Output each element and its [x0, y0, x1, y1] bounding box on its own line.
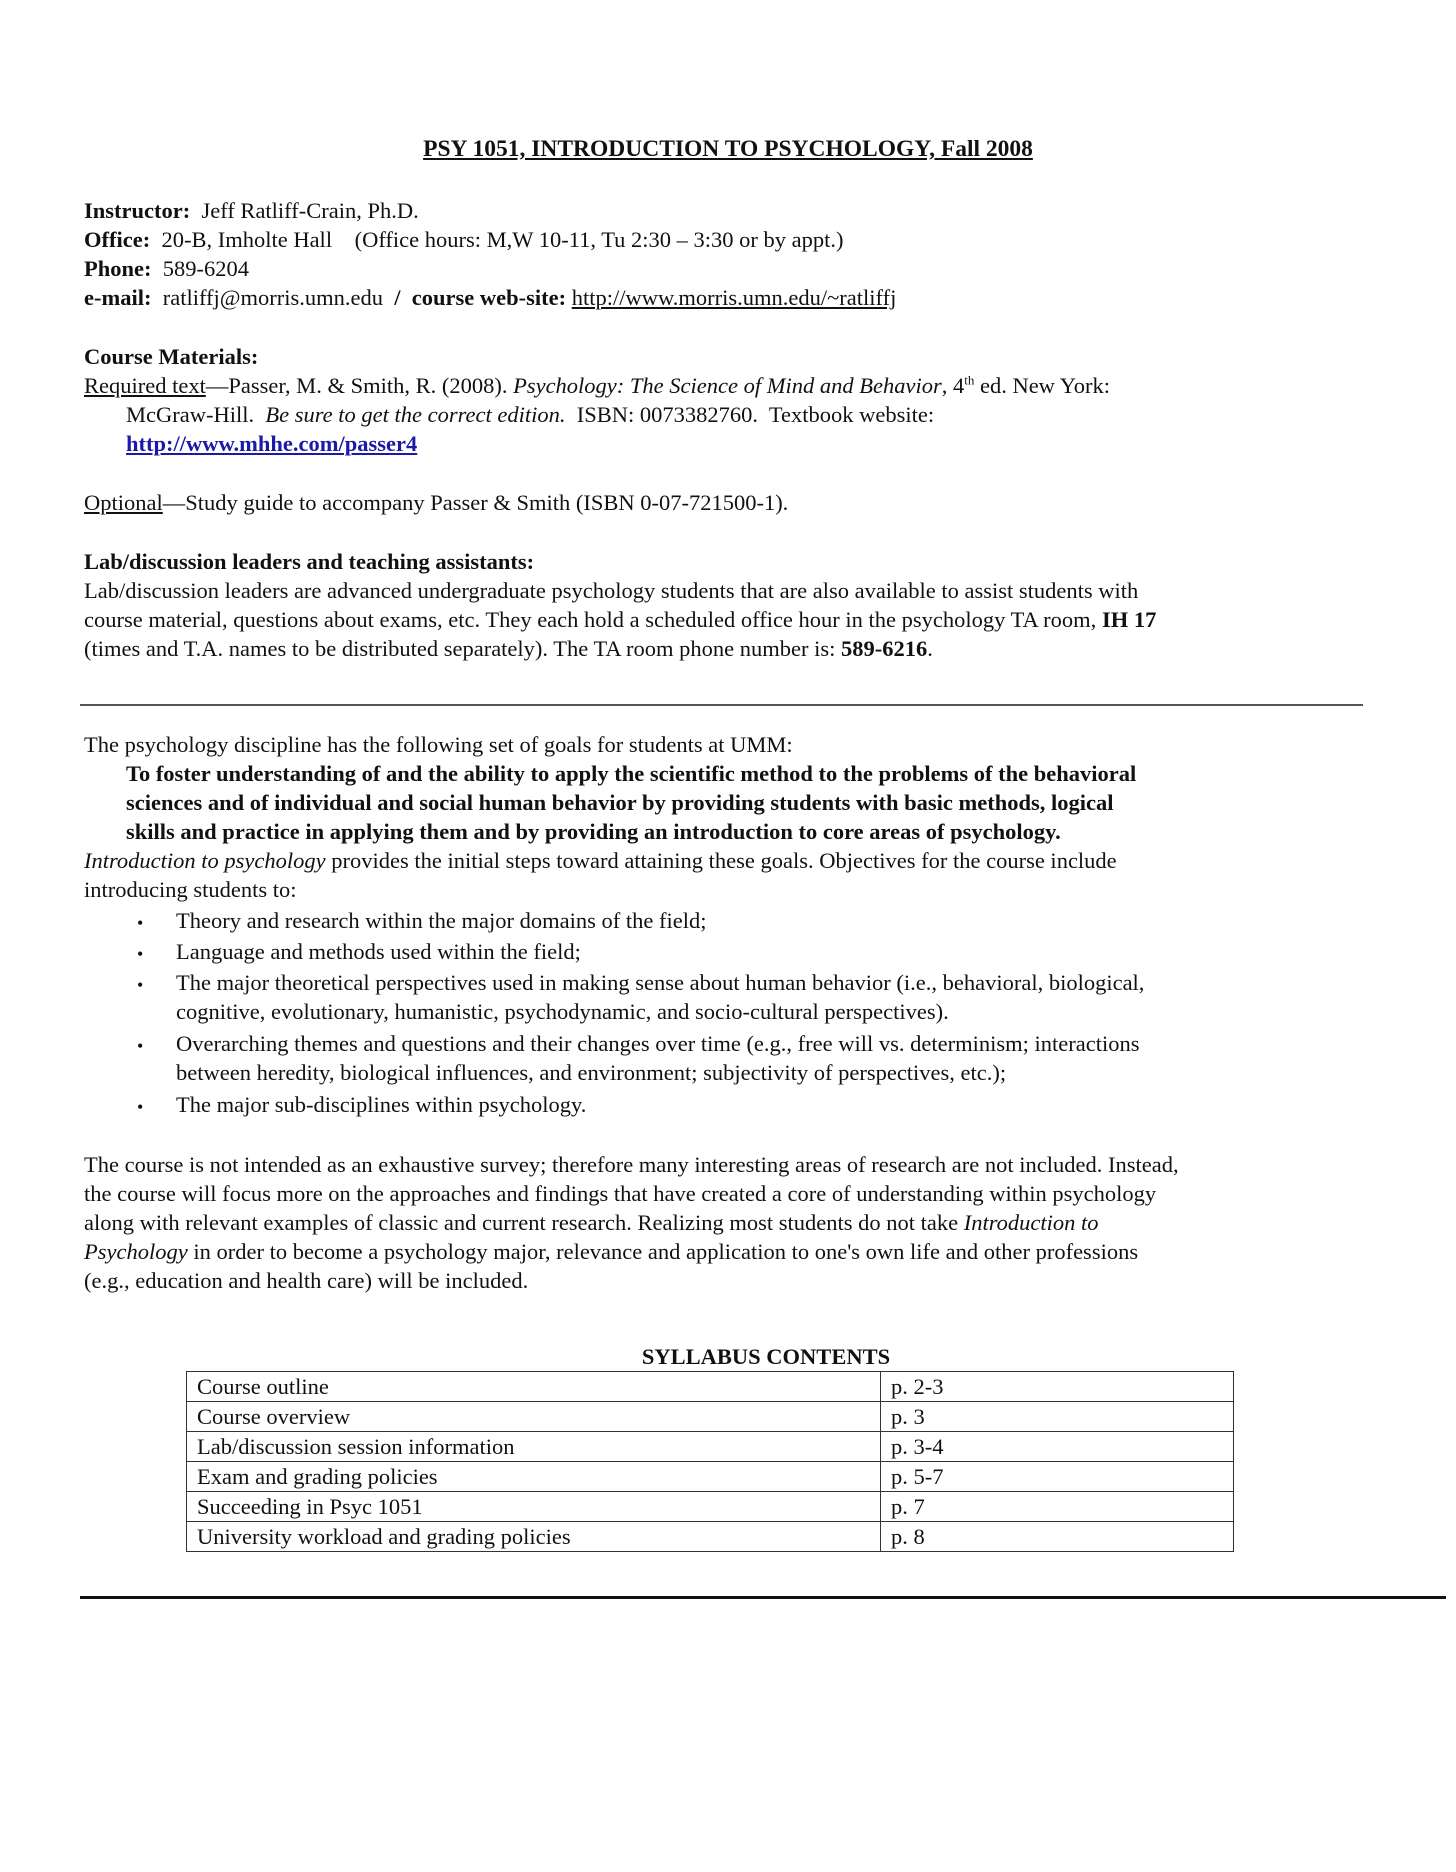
instructor-label: Instructor: [84, 198, 191, 223]
publisher: McGraw-Hill. [126, 402, 255, 427]
table-row [187, 1402, 1234, 1432]
scope-line-3 [84, 1208, 1099, 1238]
separator: / [394, 285, 401, 310]
optional-label: Optional [84, 490, 163, 515]
contents-table [186, 1371, 1234, 1552]
course-intro-text: provides the initial steps toward attaining these goals. Objectives for the course include [325, 848, 1117, 873]
required-text-line [84, 371, 1110, 401]
required-authors: —Passer, M. & Smith, R. (2008). [205, 373, 508, 398]
office-label: Office: [84, 227, 151, 252]
materials-heading [84, 342, 258, 372]
scope-line-1: The course is not intended as an exhaustive survey; therefore many interesting areas of research are not included. Instead, [84, 1152, 1179, 1177]
textbook-link-line [126, 429, 417, 459]
lab-line-2-text: course material, questions about exams, etc. They each hold a scheduled office hour in the psychology TA room, [84, 607, 1097, 632]
contents-heading: SYLLABUS CONTENTS [641, 1344, 891, 1369]
publisher-line [126, 400, 934, 430]
course-intro-line [84, 846, 1117, 876]
bullet-icon: • [137, 944, 144, 964]
lab-line-3 [84, 634, 933, 664]
lab-heading [84, 547, 534, 577]
edition-rest: ed. New York: [974, 373, 1110, 398]
goal-line-2: sciences and of individual and social human behavior by providing students with basic methods, logical [126, 790, 1114, 815]
materials-heading-text: Course Materials: [84, 344, 259, 369]
edition-sup: th [964, 372, 975, 388]
course-intro-line-2: introducing students to: [84, 877, 297, 902]
contents-page: p. 5-7 [881, 1462, 1234, 1492]
table-row [187, 1372, 1234, 1402]
phone-label: Phone: [84, 256, 152, 281]
course-website-link[interactable]: http://www.morris.umn.edu/~ratliffj [571, 285, 897, 310]
bottom-divider [80, 1596, 1446, 1599]
table-row [187, 1432, 1234, 1462]
contents-page: p. 8 [881, 1522, 1234, 1552]
scope-line-4-italic: Psychology [84, 1239, 188, 1264]
phone-line [84, 254, 249, 284]
contents-item: Course overview [187, 1402, 881, 1432]
bullet-icon: • [137, 975, 144, 995]
bullet-icon: • [137, 913, 144, 933]
goal-line-1: To foster understanding of and the ability to apply the scientific method to the problems of the behavioral [126, 761, 1137, 786]
contents-page: p. 2-3 [881, 1372, 1234, 1402]
contents-page: p. 3 [881, 1402, 1234, 1432]
objective-item: Overarching themes and questions and their changes over time (e.g., free will vs. determinism; interactions [176, 1031, 1140, 1056]
objective-item: Language and methods used within the field; [176, 939, 581, 964]
contents-page: p. 7 [881, 1492, 1234, 1522]
objective-item-cont: cognitive, evolutionary, humanistic, psychodynamic, and socio-cultural perspectives). [176, 999, 949, 1024]
bullet-icon: • [137, 1036, 144, 1056]
contents-item: Exam and grading policies [187, 1462, 881, 1492]
contents-item: Succeeding in Psyc 1051 [187, 1492, 881, 1522]
course-name-italic: Introduction to psychology [84, 848, 326, 873]
lab-line-3-text: (times and T.A. names to be distributed separately). The TA room phone number is: [84, 636, 836, 661]
office-hours: (Office hours: M,W 10-11, Tu 2:30 – 3:30 or by appt.) [354, 227, 844, 252]
lab-heading-text: Lab/discussion leaders and teaching assistants: [84, 549, 535, 574]
objective-item: The major sub-disciplines within psychology. [176, 1092, 587, 1117]
book-title: Psychology: The Science of Mind and Behavior [513, 373, 942, 398]
scope-line-3-italic: Introduction to [963, 1210, 1099, 1235]
ta-phone: 589-6216 [841, 636, 928, 661]
textbook-site-label: Textbook website: [768, 402, 935, 427]
textbook-website-link[interactable]: http://www.mhhe.com/passer4 [126, 431, 418, 456]
goals-intro: The psychology discipline has the following set of goals for students at UMM: [84, 732, 793, 757]
email-address: ratliffj@morris.umn.edu [162, 285, 383, 310]
office-location: 20-B, Imholte Hall [161, 227, 333, 252]
contents-item: University workload and grading policies [187, 1522, 881, 1552]
lab-line-3-end: . [927, 636, 933, 661]
objective-item: Theory and research within the major domains of the field; [176, 908, 707, 933]
website-label: course web-site: [411, 285, 567, 310]
instructor-line [84, 196, 419, 226]
email-line [84, 283, 896, 313]
scope-line-2: the course will focus more on the approaches and findings that have created a core of understanding within psychology [84, 1181, 1157, 1206]
edition-num: , 4 [941, 373, 965, 398]
required-label: Required text [84, 373, 206, 398]
office-line [84, 225, 844, 255]
edition-note: Be sure to get the correct edition. [265, 402, 566, 427]
ta-room: IH 17 [1101, 607, 1157, 632]
contents-item: Lab/discussion session information [187, 1432, 881, 1462]
contents-page: p. 3-4 [881, 1432, 1234, 1462]
table-row [187, 1522, 1234, 1552]
optional-text: —Study guide to accompany Passer & Smith (ISBN 0-07-721500-1). [162, 490, 789, 515]
contents-item: Course outline [187, 1372, 881, 1402]
scope-line-5: (e.g., education and health care) will be included. [84, 1268, 529, 1293]
optional-line [84, 488, 788, 518]
table-row [187, 1492, 1234, 1522]
objective-item-cont: between heredity, biological influences, and environment; subjectivity of perspectives, etc.); [176, 1060, 1007, 1085]
table-row [187, 1462, 1234, 1492]
email-label: e-mail: [84, 285, 152, 310]
lab-line-2 [84, 605, 1156, 635]
goal-line-3: skills and practice in applying them and by providing an introduction to core areas of psychology. [126, 819, 1061, 844]
objective-item: The major theoretical perspectives used in making sense about human behavior (i.e., behavioral, biological, [176, 970, 1145, 995]
scope-line-4 [84, 1237, 1138, 1267]
document-title: PSY 1051, INTRODUCTION TO PSYCHOLOGY, Fall 2008 [423, 136, 1033, 162]
lab-line-1: Lab/discussion leaders are advanced undergraduate psychology students that are also available to assist students with [84, 578, 1139, 603]
isbn: ISBN: 0073382760. [576, 402, 758, 427]
bullet-icon: • [137, 1097, 144, 1117]
instructor-name: Jeff Ratliff-Crain, Ph.D. [201, 198, 419, 223]
scope-line-4-text: in order to become a psychology major, relevance and application to one's own life and other professions [187, 1239, 1139, 1264]
phone-number: 589-6204 [162, 256, 249, 281]
scope-line-3-text: along with relevant examples of classic and current research. Realizing most students do not take [84, 1210, 964, 1235]
section-divider [80, 704, 1363, 706]
